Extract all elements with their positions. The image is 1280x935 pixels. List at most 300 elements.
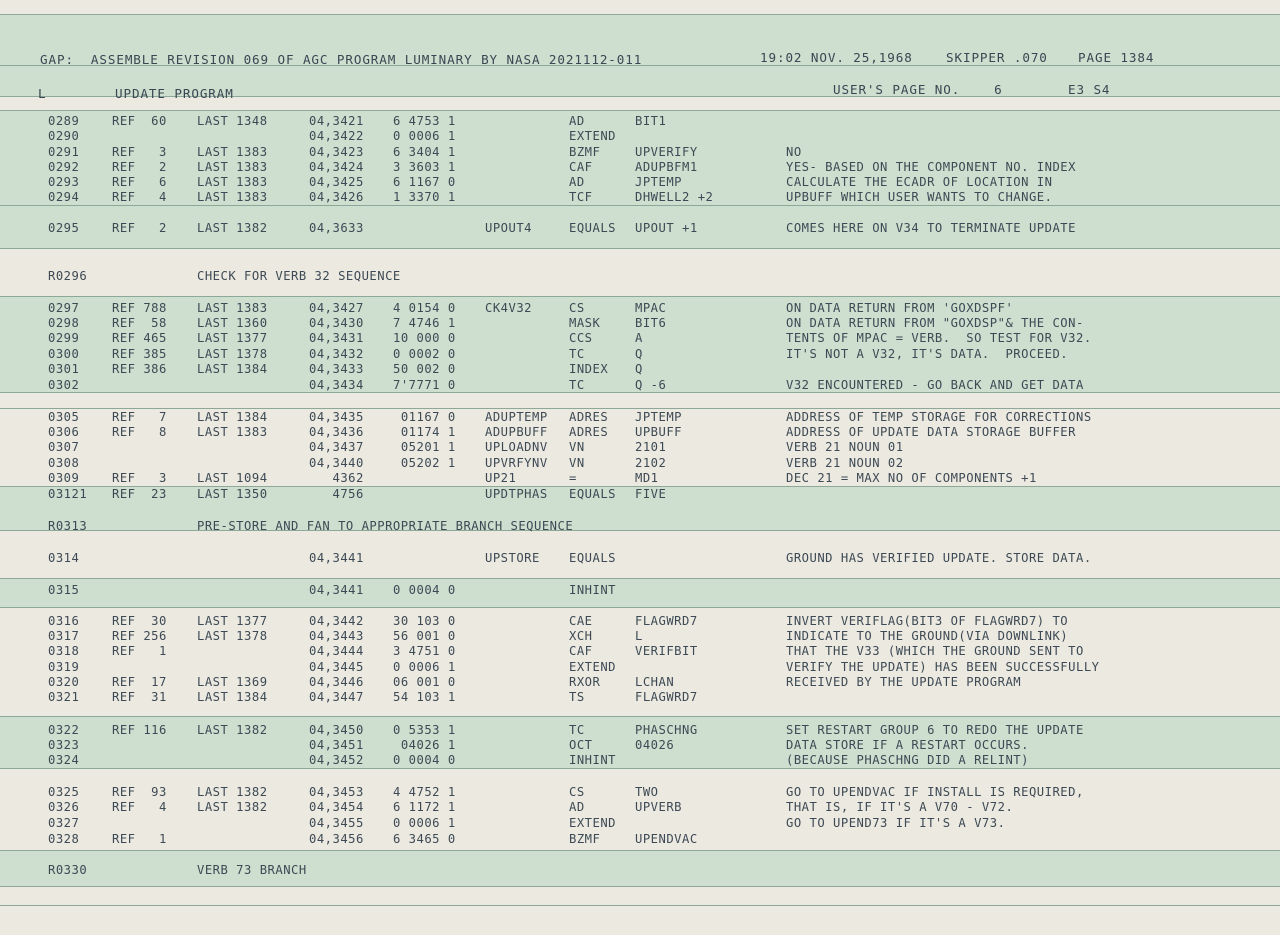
line-number: 0308: [48, 456, 80, 470]
comment: VERB 21 NOUN 02: [786, 456, 904, 470]
comment: THAT THE V33 (WHICH THE GROUND SENT TO: [786, 644, 1084, 658]
line-number: 0309: [48, 471, 80, 485]
operand: 2102: [635, 456, 667, 470]
listing-line: [0, 425, 1280, 440]
machine-word: 7'7771 0: [393, 378, 456, 392]
machine-word: 3 4751 0: [393, 644, 456, 658]
ref-count: REF 3: [112, 471, 167, 485]
ruling-line: [0, 296, 1280, 297]
ref-count: REF 4: [112, 800, 167, 814]
operand: MD1: [635, 471, 659, 485]
comment: ADDRESS OF TEMP STORAGE FOR CORRECTIONS: [786, 410, 1092, 424]
comment: (BECAUSE PHASCHNG DID A RELINT): [786, 753, 1029, 767]
header-skipper: SKIPPER .070: [946, 50, 1048, 65]
opcode: CS: [569, 785, 585, 799]
line-number: 0306: [48, 425, 80, 439]
listing-line: [0, 629, 1280, 644]
label: ADUPBUFF: [485, 425, 548, 439]
operand: Q -6: [635, 378, 667, 392]
machine-word: 06 001 0: [393, 675, 456, 689]
comment: ADDRESS OF UPDATE DATA STORAGE BUFFER: [786, 425, 1076, 439]
ruling-line: [0, 248, 1280, 249]
line-number: 0300: [48, 347, 80, 361]
machine-word: 04026 1: [393, 738, 456, 752]
operand: UPBUFF: [635, 425, 683, 439]
opcode: TS: [569, 690, 585, 704]
last-ref: LAST 1348: [197, 114, 268, 128]
header-page: PAGE 1384: [1078, 50, 1155, 65]
ref-count: REF 3: [112, 145, 167, 159]
comment: YES- BASED ON THE COMPONENT NO. INDEX: [786, 160, 1076, 174]
listing-line: [0, 269, 1280, 284]
listing-line: [0, 221, 1280, 236]
line-number: 0305: [48, 410, 80, 424]
machine-word: 0 0006 1: [393, 660, 456, 674]
listing-line: [0, 644, 1280, 659]
machine-word: 0 0004 0: [393, 583, 456, 597]
ruling-line: [0, 716, 1280, 717]
label: CK4V32: [485, 301, 533, 315]
ruling-line: [0, 408, 1280, 409]
ref-count: REF 8: [112, 425, 167, 439]
last-ref: LAST 1383: [197, 160, 268, 174]
operand: FLAGWRD7: [635, 690, 698, 704]
machine-word: 7 4746 1: [393, 316, 456, 330]
machine-word: 3 3603 1: [393, 160, 456, 174]
operand: Q: [635, 347, 643, 361]
opcode: AD: [569, 175, 585, 189]
machine-word: 01174 1: [393, 425, 456, 439]
comment: DEC 21 = MAX NO OF COMPONENTS +1: [786, 471, 1037, 485]
line-number: R0330: [48, 863, 88, 877]
opcode: OCT: [569, 738, 593, 752]
ruling-line: [0, 110, 1280, 111]
listing-line: [0, 690, 1280, 705]
address: 04,3430: [309, 316, 364, 330]
line-number: 0307: [48, 440, 80, 454]
last-ref: LAST 1094: [197, 471, 268, 485]
opcode: TC: [569, 723, 585, 737]
comment: GO TO UPEND73 IF IT'S A V73.: [786, 816, 1006, 830]
ruling-line: [0, 850, 1280, 851]
line-number: 0289: [48, 114, 80, 128]
opcode: =: [569, 471, 577, 485]
address: 04,3446: [309, 675, 364, 689]
opcode: VN: [569, 456, 585, 470]
last-ref: LAST 1378: [197, 347, 268, 361]
address: 04,3431: [309, 331, 364, 345]
line-number: 0290: [48, 129, 80, 143]
operand: BIT6: [635, 316, 667, 330]
line-number: R0296: [48, 269, 88, 283]
opcode: VN: [569, 440, 585, 454]
opcode: EQUALS: [569, 221, 617, 235]
section-name: UPDATE PROGRAM: [115, 86, 234, 101]
line-number: 0295: [48, 221, 80, 235]
line-number: 0322: [48, 723, 80, 737]
address: 04,3452: [309, 753, 364, 767]
operand: PHASCHNG: [635, 723, 698, 737]
operand: 2101: [635, 440, 667, 454]
operand: MPAC: [635, 301, 667, 315]
operand: BIT1: [635, 114, 667, 128]
ref-count: REF 17: [112, 675, 167, 689]
address: 04,3426: [309, 190, 364, 204]
operand: UPVERB: [635, 800, 683, 814]
listing-line: [0, 551, 1280, 566]
ruling-line: [0, 905, 1280, 906]
paper-band: [0, 0, 1280, 14]
label: UP21: [485, 471, 517, 485]
comment: GROUND HAS VERIFIED UPDATE. STORE DATA.: [786, 551, 1092, 565]
section-code: E3 S4: [1068, 82, 1111, 97]
ref-count: REF 60: [112, 114, 167, 128]
listing-line: [0, 785, 1280, 800]
ref-count: REF 23: [112, 487, 167, 501]
listing-line: [0, 378, 1280, 393]
comment: CALCULATE THE ECADR OF LOCATION IN: [786, 175, 1053, 189]
machine-word: 10 000 0: [393, 331, 456, 345]
operand: TWO: [635, 785, 659, 799]
section-letter: L: [38, 86, 47, 101]
header-datetime: 19:02 NOV. 25,1968: [760, 50, 913, 65]
address: 04,3455: [309, 816, 364, 830]
listing-line: [0, 145, 1280, 160]
ref-count: REF 93: [112, 785, 167, 799]
ref-count: REF 385: [112, 347, 167, 361]
address: 04,3434: [309, 378, 364, 392]
comment: ON DATA RETURN FROM "GOXDSP"& THE CON-: [786, 316, 1084, 330]
opcode: TC: [569, 347, 585, 361]
label: UPDTPHAS: [485, 487, 548, 501]
label: UPVRFYNV: [485, 456, 548, 470]
listing-line: [0, 331, 1280, 346]
last-ref: LAST 1384: [197, 362, 268, 376]
opcode: CAE: [569, 614, 593, 628]
header-title: GAP: ASSEMBLE REVISION 069 OF AGC PROGRAM LUMINARY BY NASA 2021112-011: [40, 52, 643, 67]
line-number: 0326: [48, 800, 80, 814]
opcode: EXTEND: [569, 660, 617, 674]
machine-word: 4 0154 0: [393, 301, 456, 315]
line-number: 0294: [48, 190, 80, 204]
machine-word: 0 5353 1: [393, 723, 456, 737]
comment: V32 ENCOUNTERED - GO BACK AND GET DATA: [786, 378, 1084, 392]
operand: A: [635, 331, 643, 345]
last-ref: LAST 1384: [197, 410, 268, 424]
listing-line: [0, 816, 1280, 831]
label: UPSTORE: [485, 551, 540, 565]
operand: UPOUT +1: [635, 221, 698, 235]
ref-count: REF 256: [112, 629, 167, 643]
machine-word: 4 4752 1: [393, 785, 456, 799]
ref-count: REF 1: [112, 644, 167, 658]
last-ref: LAST 1378: [197, 629, 268, 643]
comment: IT'S NOT A V32, IT'S DATA. PROCEED.: [786, 347, 1069, 361]
opcode: CAF: [569, 160, 593, 174]
address: 04,3454: [309, 800, 364, 814]
address: 04,3444: [309, 644, 364, 658]
listing-line: [0, 614, 1280, 629]
address: 04,3436: [309, 425, 364, 439]
address: 04,3456: [309, 832, 364, 846]
ref-count: REF 116: [112, 723, 167, 737]
address: 04,3443: [309, 629, 364, 643]
listing-line: [0, 114, 1280, 129]
address: 04,3422: [309, 129, 364, 143]
comment: VERIFY THE UPDATE) HAS BEEN SUCCESSFULLY: [786, 660, 1100, 674]
machine-word: 0 0006 1: [393, 129, 456, 143]
address: 04,3435: [309, 410, 364, 424]
opcode: RXOR: [569, 675, 601, 689]
opcode: INHINT: [569, 583, 617, 597]
operand: JPTEMP: [635, 175, 683, 189]
comment: NO: [786, 145, 802, 159]
address: 04,3442: [309, 614, 364, 628]
opcode: AD: [569, 800, 585, 814]
machine-word: 0 0006 1: [393, 816, 456, 830]
ruling-line: [0, 886, 1280, 887]
paper-band: [0, 886, 1280, 935]
line-number: 0327: [48, 816, 80, 830]
section-remark: CHECK FOR VERB 32 SEQUENCE: [197, 269, 401, 283]
address: 04,3451: [309, 738, 364, 752]
comment: ON DATA RETURN FROM 'GOXDSPF': [786, 301, 1014, 315]
line-number: 0318: [48, 644, 80, 658]
opcode: MASK: [569, 316, 601, 330]
listing-line: [0, 723, 1280, 738]
machine-word: 54 103 1: [393, 690, 456, 704]
operand: VERIFBIT: [635, 644, 698, 658]
comment: INDICATE TO THE GROUND(VIA DOWNLINK): [786, 629, 1069, 643]
ref-count: REF 30: [112, 614, 167, 628]
opcode: EXTEND: [569, 129, 617, 143]
machine-word: 50 002 0: [393, 362, 456, 376]
address: 04,3633: [309, 221, 364, 235]
ref-count: REF 2: [112, 221, 167, 235]
comment: INVERT VERIFLAG(BIT3 OF FLAGWRD7) TO: [786, 614, 1069, 628]
listing-line: [0, 487, 1280, 502]
line-number: 0320: [48, 675, 80, 689]
listing-line: [0, 753, 1280, 768]
last-ref: LAST 1384: [197, 690, 268, 704]
ref-count: REF 6: [112, 175, 167, 189]
line-number: 0321: [48, 690, 80, 704]
ref-count: REF 4: [112, 190, 167, 204]
line-number: 0314: [48, 551, 80, 565]
listing-line: [0, 519, 1280, 534]
ruling-line: [0, 205, 1280, 206]
comment: THAT IS, IF IT'S A V70 - V72.: [786, 800, 1014, 814]
operand: UPENDVAC: [635, 832, 698, 846]
address: 4362: [309, 471, 364, 485]
ruling-line: [0, 768, 1280, 769]
ruling-line: [0, 14, 1280, 15]
ref-count: REF 386: [112, 362, 167, 376]
opcode: INDEX: [569, 362, 609, 376]
ref-count: REF 465: [112, 331, 167, 345]
line-number: 0299: [48, 331, 80, 345]
address: 04,3433: [309, 362, 364, 376]
label: ADUPTEMP: [485, 410, 548, 424]
listing-line: [0, 738, 1280, 753]
opcode: EQUALS: [569, 487, 617, 501]
listing-line: [0, 301, 1280, 316]
line-number: 0325: [48, 785, 80, 799]
operand: DHWELL2 +2: [635, 190, 714, 204]
last-ref: LAST 1382: [197, 723, 268, 737]
last-ref: LAST 1382: [197, 221, 268, 235]
machine-word: 6 3404 1: [393, 145, 456, 159]
machine-word: 0 0004 0: [393, 753, 456, 767]
comment: COMES HERE ON V34 TO TERMINATE UPDATE: [786, 221, 1076, 235]
comment: UPBUFF WHICH USER WANTS TO CHANGE.: [786, 190, 1053, 204]
operand: 04026: [635, 738, 675, 752]
address: 04,3450: [309, 723, 364, 737]
line-number: 0298: [48, 316, 80, 330]
opcode: EXTEND: [569, 816, 617, 830]
listing-line: [0, 675, 1280, 690]
machine-word: 30 103 0: [393, 614, 456, 628]
comment: TENTS OF MPAC = VERB. SO TEST FOR V32.: [786, 331, 1092, 345]
line-number: 0301: [48, 362, 80, 376]
last-ref: LAST 1360: [197, 316, 268, 330]
listing-line: [0, 800, 1280, 815]
machine-word: 05201 1: [393, 440, 456, 454]
opcode: CS: [569, 301, 585, 315]
address: 04,3421: [309, 114, 364, 128]
comment: VERB 21 NOUN 01: [786, 440, 904, 454]
last-ref: LAST 1377: [197, 331, 268, 345]
last-ref: LAST 1383: [197, 175, 268, 189]
ref-count: REF 7: [112, 410, 167, 424]
address: 04,3423: [309, 145, 364, 159]
operand: Q: [635, 362, 643, 376]
line-number: 0291: [48, 145, 80, 159]
last-ref: LAST 1377: [197, 614, 268, 628]
section-remark: PRE-STORE AND FAN TO APPROPRIATE BRANCH SEQUENCE: [197, 519, 574, 533]
label: UPLOADNV: [485, 440, 548, 454]
last-ref: LAST 1383: [197, 190, 268, 204]
address: 04,3440: [309, 456, 364, 470]
listing-line: [0, 832, 1280, 847]
address: 04,3453: [309, 785, 364, 799]
line-number: 0302: [48, 378, 80, 392]
line-number: R0313: [48, 519, 88, 533]
opcode: CCS: [569, 331, 593, 345]
address: 04,3441: [309, 583, 364, 597]
ref-count: REF 2: [112, 160, 167, 174]
listing-line: [0, 471, 1280, 486]
last-ref: LAST 1350: [197, 487, 268, 501]
address: 4756: [309, 487, 364, 501]
machine-word: 6 3465 0: [393, 832, 456, 846]
ruling-line: [0, 607, 1280, 608]
last-ref: LAST 1382: [197, 785, 268, 799]
ruling-line: [0, 578, 1280, 579]
opcode: CAF: [569, 644, 593, 658]
line-number: 0293: [48, 175, 80, 189]
line-number: 0324: [48, 753, 80, 767]
address: 04,3441: [309, 551, 364, 565]
listing-line: [0, 129, 1280, 144]
opcode: XCH: [569, 629, 593, 643]
listing-line: [0, 347, 1280, 362]
address: 04,3437: [309, 440, 364, 454]
listing-line: [0, 362, 1280, 377]
machine-word: 0 0002 0: [393, 347, 456, 361]
address: 04,3424: [309, 160, 364, 174]
machine-word: 56 001 0: [393, 629, 456, 643]
operand: JPTEMP: [635, 410, 683, 424]
label: UPOUT4: [485, 221, 533, 235]
line-number: 0315: [48, 583, 80, 597]
listing-line: [0, 175, 1280, 190]
opcode: TC: [569, 378, 585, 392]
address: 04,3445: [309, 660, 364, 674]
last-ref: LAST 1369: [197, 675, 268, 689]
listing-line: [0, 863, 1280, 878]
opcode: EQUALS: [569, 551, 617, 565]
opcode: BZMF: [569, 832, 601, 846]
opcode: AD: [569, 114, 585, 128]
ref-count: REF 1: [112, 832, 167, 846]
operand: ADUPBFM1: [635, 160, 698, 174]
users-page-number: USER'S PAGE NO. 6: [833, 82, 1003, 97]
opcode: ADRES: [569, 425, 609, 439]
last-ref: LAST 1382: [197, 800, 268, 814]
line-number: 0292: [48, 160, 80, 174]
comment: GO TO UPENDVAC IF INSTALL IS REQUIRED,: [786, 785, 1084, 799]
listing-line: [0, 160, 1280, 175]
operand: FIVE: [635, 487, 667, 501]
line-number: 0319: [48, 660, 80, 674]
opcode: TCF: [569, 190, 593, 204]
listing-line: [0, 440, 1280, 455]
machine-word: 1 3370 1: [393, 190, 456, 204]
line-number: 0297: [48, 301, 80, 315]
operand: LCHAN: [635, 675, 675, 689]
address: 04,3427: [309, 301, 364, 315]
ref-count: REF 31: [112, 690, 167, 704]
machine-word: 6 4753 1: [393, 114, 456, 128]
listing-line: [0, 583, 1280, 598]
last-ref: LAST 1383: [197, 145, 268, 159]
last-ref: LAST 1383: [197, 301, 268, 315]
comment: RECEIVED BY THE UPDATE PROGRAM: [786, 675, 1022, 689]
comment: DATA STORE IF A RESTART OCCURS.: [786, 738, 1029, 752]
listing-line: [0, 316, 1280, 331]
listing-line: [0, 410, 1280, 425]
operand: UPVERIFY: [635, 145, 698, 159]
listing-line: [0, 660, 1280, 675]
line-number: 0328: [48, 832, 80, 846]
ref-count: REF 58: [112, 316, 167, 330]
address: 04,3425: [309, 175, 364, 189]
opcode: INHINT: [569, 753, 617, 767]
listing-line: [0, 456, 1280, 471]
line-number: 0323: [48, 738, 80, 752]
listing-line: [0, 190, 1280, 205]
address: 04,3447: [309, 690, 364, 704]
operand: FLAGWRD7: [635, 614, 698, 628]
comment: SET RESTART GROUP 6 TO REDO THE UPDATE: [786, 723, 1084, 737]
opcode: BZMF: [569, 145, 601, 159]
line-number: 0317: [48, 629, 80, 643]
section-remark: VERB 73 BRANCH: [197, 863, 307, 877]
last-ref: LAST 1383: [197, 425, 268, 439]
line-number: 03121: [48, 487, 88, 501]
machine-word: 05202 1: [393, 456, 456, 470]
